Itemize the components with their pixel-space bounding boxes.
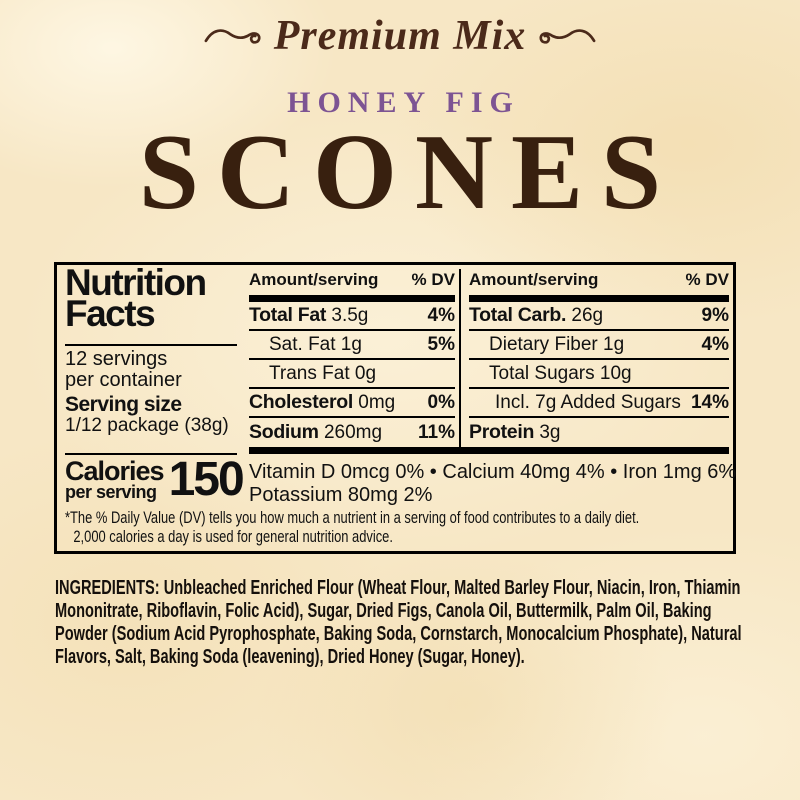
calories-label-stack — [65, 456, 164, 502]
variety-title: HONEY FIG — [287, 86, 520, 119]
amount-serving-header: Amount/serving — [469, 270, 599, 289]
nutrient-column-right — [469, 269, 729, 447]
serving-size-label: Serving size — [65, 393, 182, 416]
ingredients-text: INGREDIENTS: Unbleached Enriched Flour (Wheat Flour, Malted Barley Flour, Niacin, Iron, Thiamin Mononitrate, Riboflavin, Folic Acid), Sugar, Dried Figs, Canola Oil, Buttermilk, Palm Oil, Baking Powder (Sodium Acid Pyrophosphate, Baking Soda, Cornstarch, Monocalcium Phosphate), Natural Flavors, Salt, Baking Soda (leavening), Dried Honey (Sugar, Honey). — [55, 577, 742, 668]
calories-block — [65, 453, 243, 506]
vitamins-minerals — [249, 461, 736, 507]
calories-sublabel: per serving — [65, 482, 157, 502]
column-header — [469, 269, 729, 295]
nutrient-row-added-sugars: Incl. 7g Added Sugars 14% — [469, 389, 729, 418]
product-title: SCONES — [138, 113, 680, 232]
thick-separator-bar — [249, 295, 455, 302]
nutrient-column-left — [249, 269, 455, 447]
flourish-left-icon — [204, 24, 262, 48]
calories-label: Calories — [65, 456, 164, 486]
nutrition-facts-heading-line1: Nutrition — [65, 262, 206, 303]
nutrient-row-total-fat: Total Fat 3.5g 4% — [249, 302, 455, 331]
nutrient-row-total-carb: Total Carb. 26g 9% — [469, 302, 729, 331]
divider-rule — [65, 344, 237, 346]
nutrient-row-cholesterol: Cholesterol 0mg 0% — [249, 389, 455, 418]
percent-dv-header: % DV — [685, 270, 729, 289]
premium-mix-banner — [0, 13, 800, 59]
footnote-line1: *The % Daily Value (DV) tells you how much a nutrient in a serving of food contributes to a daily diet. — [65, 508, 640, 527]
amount-serving-header: Amount/serving — [249, 270, 379, 289]
nutrient-row-trans-fat: Trans Fat 0g — [249, 360, 455, 389]
nutrition-facts-heading — [65, 262, 206, 334]
nutrition-facts-panel — [54, 262, 736, 554]
column-header — [249, 269, 455, 295]
nutrient-row-dietary-fiber: Dietary Fiber 1g 4% — [469, 331, 729, 360]
nutrient-row-sodium: Sodium 260mg 11% — [249, 421, 455, 443]
serving-size-value: 1/12 package (38g) — [65, 415, 229, 436]
servings-line2: per container — [65, 369, 182, 391]
nutrient-row-total-sugars: Total Sugars 10g — [469, 360, 729, 389]
nutrition-facts-heading-line2: Facts — [65, 293, 155, 334]
vitamins-line1: Vitamin D 0mcg 0% • Calcium 40mg 4% • Iron 1mg 6% — [249, 461, 737, 483]
tagline-text: Premium Mix — [273, 13, 527, 59]
vitamins-line2: Potassium 80mg 2% — [249, 484, 433, 506]
column-divider — [459, 269, 461, 447]
nutrient-row-protein: Protein 3g — [469, 421, 561, 443]
servings-per-container — [65, 349, 182, 391]
nutrient-row-sat-fat: Sat. Fat 1g 5% — [249, 331, 455, 360]
flourish-right-icon — [538, 24, 596, 48]
daily-value-footnote — [65, 508, 639, 546]
footnote-line2: 2,000 calories a day is used for general nutrition advice. — [73, 527, 393, 546]
thick-separator-bar — [249, 447, 729, 454]
thick-separator-bar — [469, 295, 729, 302]
percent-dv-header: % DV — [411, 270, 455, 289]
ingredients-section — [55, 577, 745, 669]
servings-line1: 12 servings — [65, 348, 168, 370]
calories-value: 150 — [168, 453, 243, 506]
